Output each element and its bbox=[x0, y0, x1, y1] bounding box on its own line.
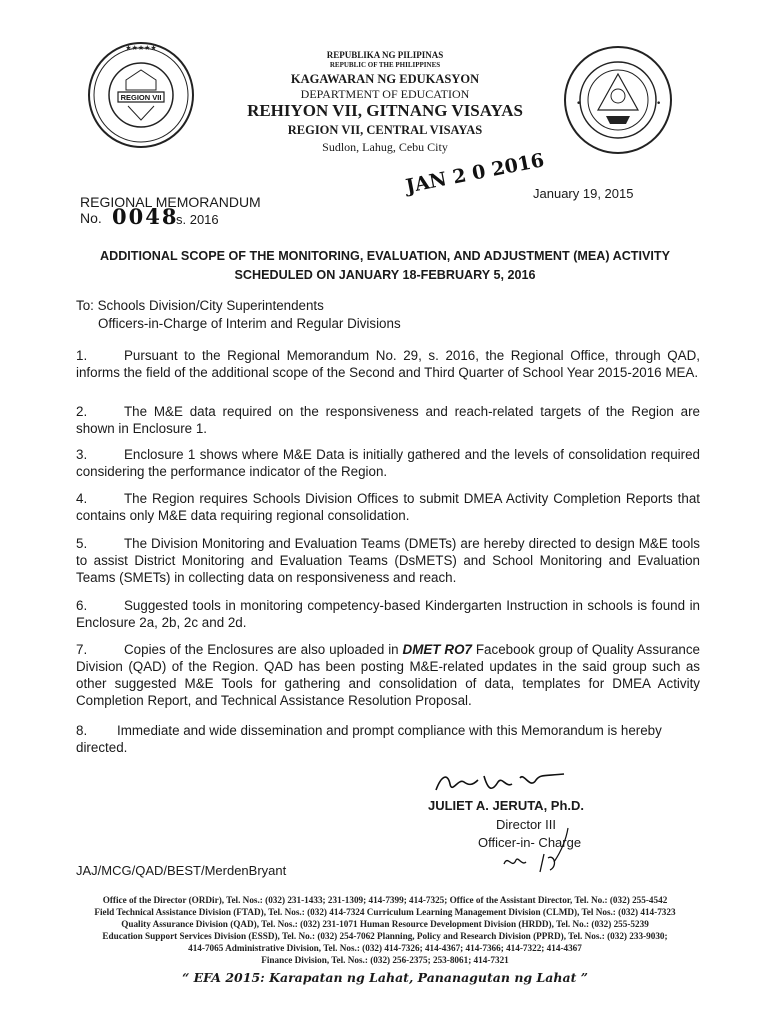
oic-initials bbox=[500, 850, 570, 874]
paragraph-8 bbox=[76, 722, 666, 756]
svg-text:REGION VII: REGION VII bbox=[120, 93, 162, 102]
memo-date: January 19, 2015 bbox=[533, 186, 634, 201]
paragraph-text: Enclosure 1 shows where M&E Data is initially gathered and the levels of consolidation required considering the performance indicator of the Region. bbox=[76, 447, 700, 479]
signatory-title: Director III bbox=[496, 817, 556, 832]
paragraph-number: 1. bbox=[76, 348, 88, 363]
paragraph-4 bbox=[76, 490, 700, 524]
footer-line-1: Office of the Director (ORDir), Tel. Nos.: (032) 231-1433; 231-1309; 414-7399; 414-7325; Office of the Assistant Director, Tel. No.: (032) 255-4542 bbox=[102, 895, 668, 905]
signatory-oic: Officer-in- Charge bbox=[478, 835, 582, 850]
paragraph-number: 6. bbox=[76, 598, 88, 613]
footer-line-6: Finance Division, Tel. Nos.: (032) 256-2375; 253-8061; 414-7321 bbox=[261, 955, 509, 965]
paragraph-6 bbox=[76, 597, 700, 631]
paragraph-text: Immediate and wide dissemination and prompt compliance with this Memorandum is hereby directed. bbox=[76, 723, 662, 755]
svg-text:★★★★★: ★★★★★ bbox=[125, 44, 157, 52]
header-address: Sudlon, Lahug, Cebu City bbox=[322, 140, 448, 154]
paragraph-number: 2. bbox=[76, 404, 88, 419]
facebook-group-name: DMET RO7 bbox=[402, 642, 472, 657]
footer-line-2: Field Technical Assistance Division (FTAD), Tel. Nos.: (032) 414-7324 Curriculum Learning Management Division (CLMD), Tel Nos.: (032) 414-7323 bbox=[94, 907, 676, 917]
paragraph-1 bbox=[76, 347, 700, 381]
addressee-line-2: Officers-in-Charge of Interim and Regular Divisions bbox=[98, 316, 401, 331]
footer-motto: “ EFA 2015: Karapatan ng Lahat, Pananagutan ng Lahat ” bbox=[182, 970, 588, 985]
subject-line-1: ADDITIONAL SCOPE OF THE MONITORING, EVALUATION, AND ADJUSTMENT (MEA) ACTIVITY bbox=[100, 249, 670, 263]
memo-series: s. 2016 bbox=[176, 212, 219, 227]
paragraph-text: Pursuant to the Regional Memorandum No. 29, s. 2016, the Regional Office, through QAD, informs the field of the additional scope of the Second and Third Quarter of School Year 2015-2016 MEA. bbox=[76, 348, 700, 380]
paragraph-number: 8. bbox=[76, 723, 88, 738]
footer-line-3: Quality Assurance Division (QAD), Tel. Nos.: (032) 231-1071 Human Resource Development Division (HRDD), Tel. No.: (032) 255-5239 bbox=[121, 919, 649, 929]
addressee-line-1: To: Schools Division/City Superintendents bbox=[76, 298, 324, 313]
paragraph-number: 3. bbox=[76, 447, 88, 462]
deped-region-vii-seal bbox=[86, 40, 196, 150]
paragraph-7 bbox=[76, 641, 700, 709]
svg-text:•: • bbox=[576, 99, 582, 109]
paragraph-text: Suggested tools in monitoring competency-based Kindergarten Instruction in schools is found in Enclosure 2a, 2b, 2c and 2d. bbox=[76, 598, 700, 630]
director-signature bbox=[432, 770, 572, 798]
paragraph-number: 7. bbox=[76, 642, 88, 657]
header-department: DEPARTMENT OF EDUCATION bbox=[300, 87, 470, 101]
paragraph-text: The M&E data required on the responsiveness and reach-related targets of the Region are shown in Enclosure 1. bbox=[76, 404, 700, 436]
paragraph-text: The Region requires Schools Division Offices to submit DMEA Activity Completion Reports that contains only M&E data requiring regional consolidation. bbox=[76, 491, 700, 523]
header-kagawaran: KAGAWARAN NG EDUKASYON bbox=[290, 72, 480, 86]
header-republika: REPUBLIKA NG PILIPINAS bbox=[326, 50, 444, 60]
memo-number-stamp: 0048 bbox=[112, 204, 179, 229]
memo-no-label: No. bbox=[80, 210, 102, 226]
header-rehiyon: REHIYON VII, GITNANG VISAYAS bbox=[247, 101, 523, 120]
paragraph-text-after: Facebook group of Quality Assurance Division (QAD) of the Region. QAD has been posting M&E-related updates in the said group such as other suggested M&E Tools for gathering and consolidation of data, templates for DMEA Activity Completion Report, and Technical Assistance Resolution Proposal. bbox=[76, 642, 700, 708]
paragraph-number: 4. bbox=[76, 491, 88, 506]
footer-line-5: 414-7065 Administrative Division, Tel. Nos.: (032) 414-7326; 414-4367; 414-7366; 414-7322; 414-4367 bbox=[188, 943, 582, 953]
footer-line-4: Education Support Services Division (ESSD), Tel. No.: (032) 254-7062 Planning, Policy and Research Division (PPRD), Tel. Nos.: (032) 233-9030; bbox=[102, 931, 668, 941]
paragraph-2 bbox=[76, 403, 700, 437]
paragraph-number: 5. bbox=[76, 536, 88, 551]
paragraph-text: The Division Monitoring and Evaluation Teams (DMETs) are hereby directed to design M&E tools to assist District Monitoring and Evaluation Teams (DsMETS) and School Monitoring and Evaluation Teams (SMETs) in collecting data on responsiveness and reach. bbox=[76, 536, 700, 585]
paragraph-3 bbox=[76, 446, 700, 480]
subject-line-2: SCHEDULED ON JANUARY 18-FEBRUARY 5, 2016 bbox=[234, 268, 536, 282]
memo-title: REGIONAL MEMORANDUM bbox=[80, 194, 261, 210]
paragraph-text-before: Copies of the Enclosures are also uploaded in bbox=[124, 642, 403, 657]
header-region: REGION VII, CENTRAL VISAYAS bbox=[287, 123, 483, 137]
received-date-stamp: JAN 2 0 2016 bbox=[404, 149, 546, 198]
svg-text:•: • bbox=[656, 99, 662, 109]
header-republic: REPUBLIC OF THE PHILIPPINES bbox=[329, 61, 441, 69]
signatory-name: JULIET A. JERUTA, Ph.D. bbox=[428, 798, 585, 813]
reference-initials: JAJ/MCG/QAD/BEST/MerdenBryant bbox=[76, 863, 287, 878]
kagawaran-ng-edukasyon-seal bbox=[562, 44, 674, 156]
paragraph-5 bbox=[76, 535, 700, 586]
